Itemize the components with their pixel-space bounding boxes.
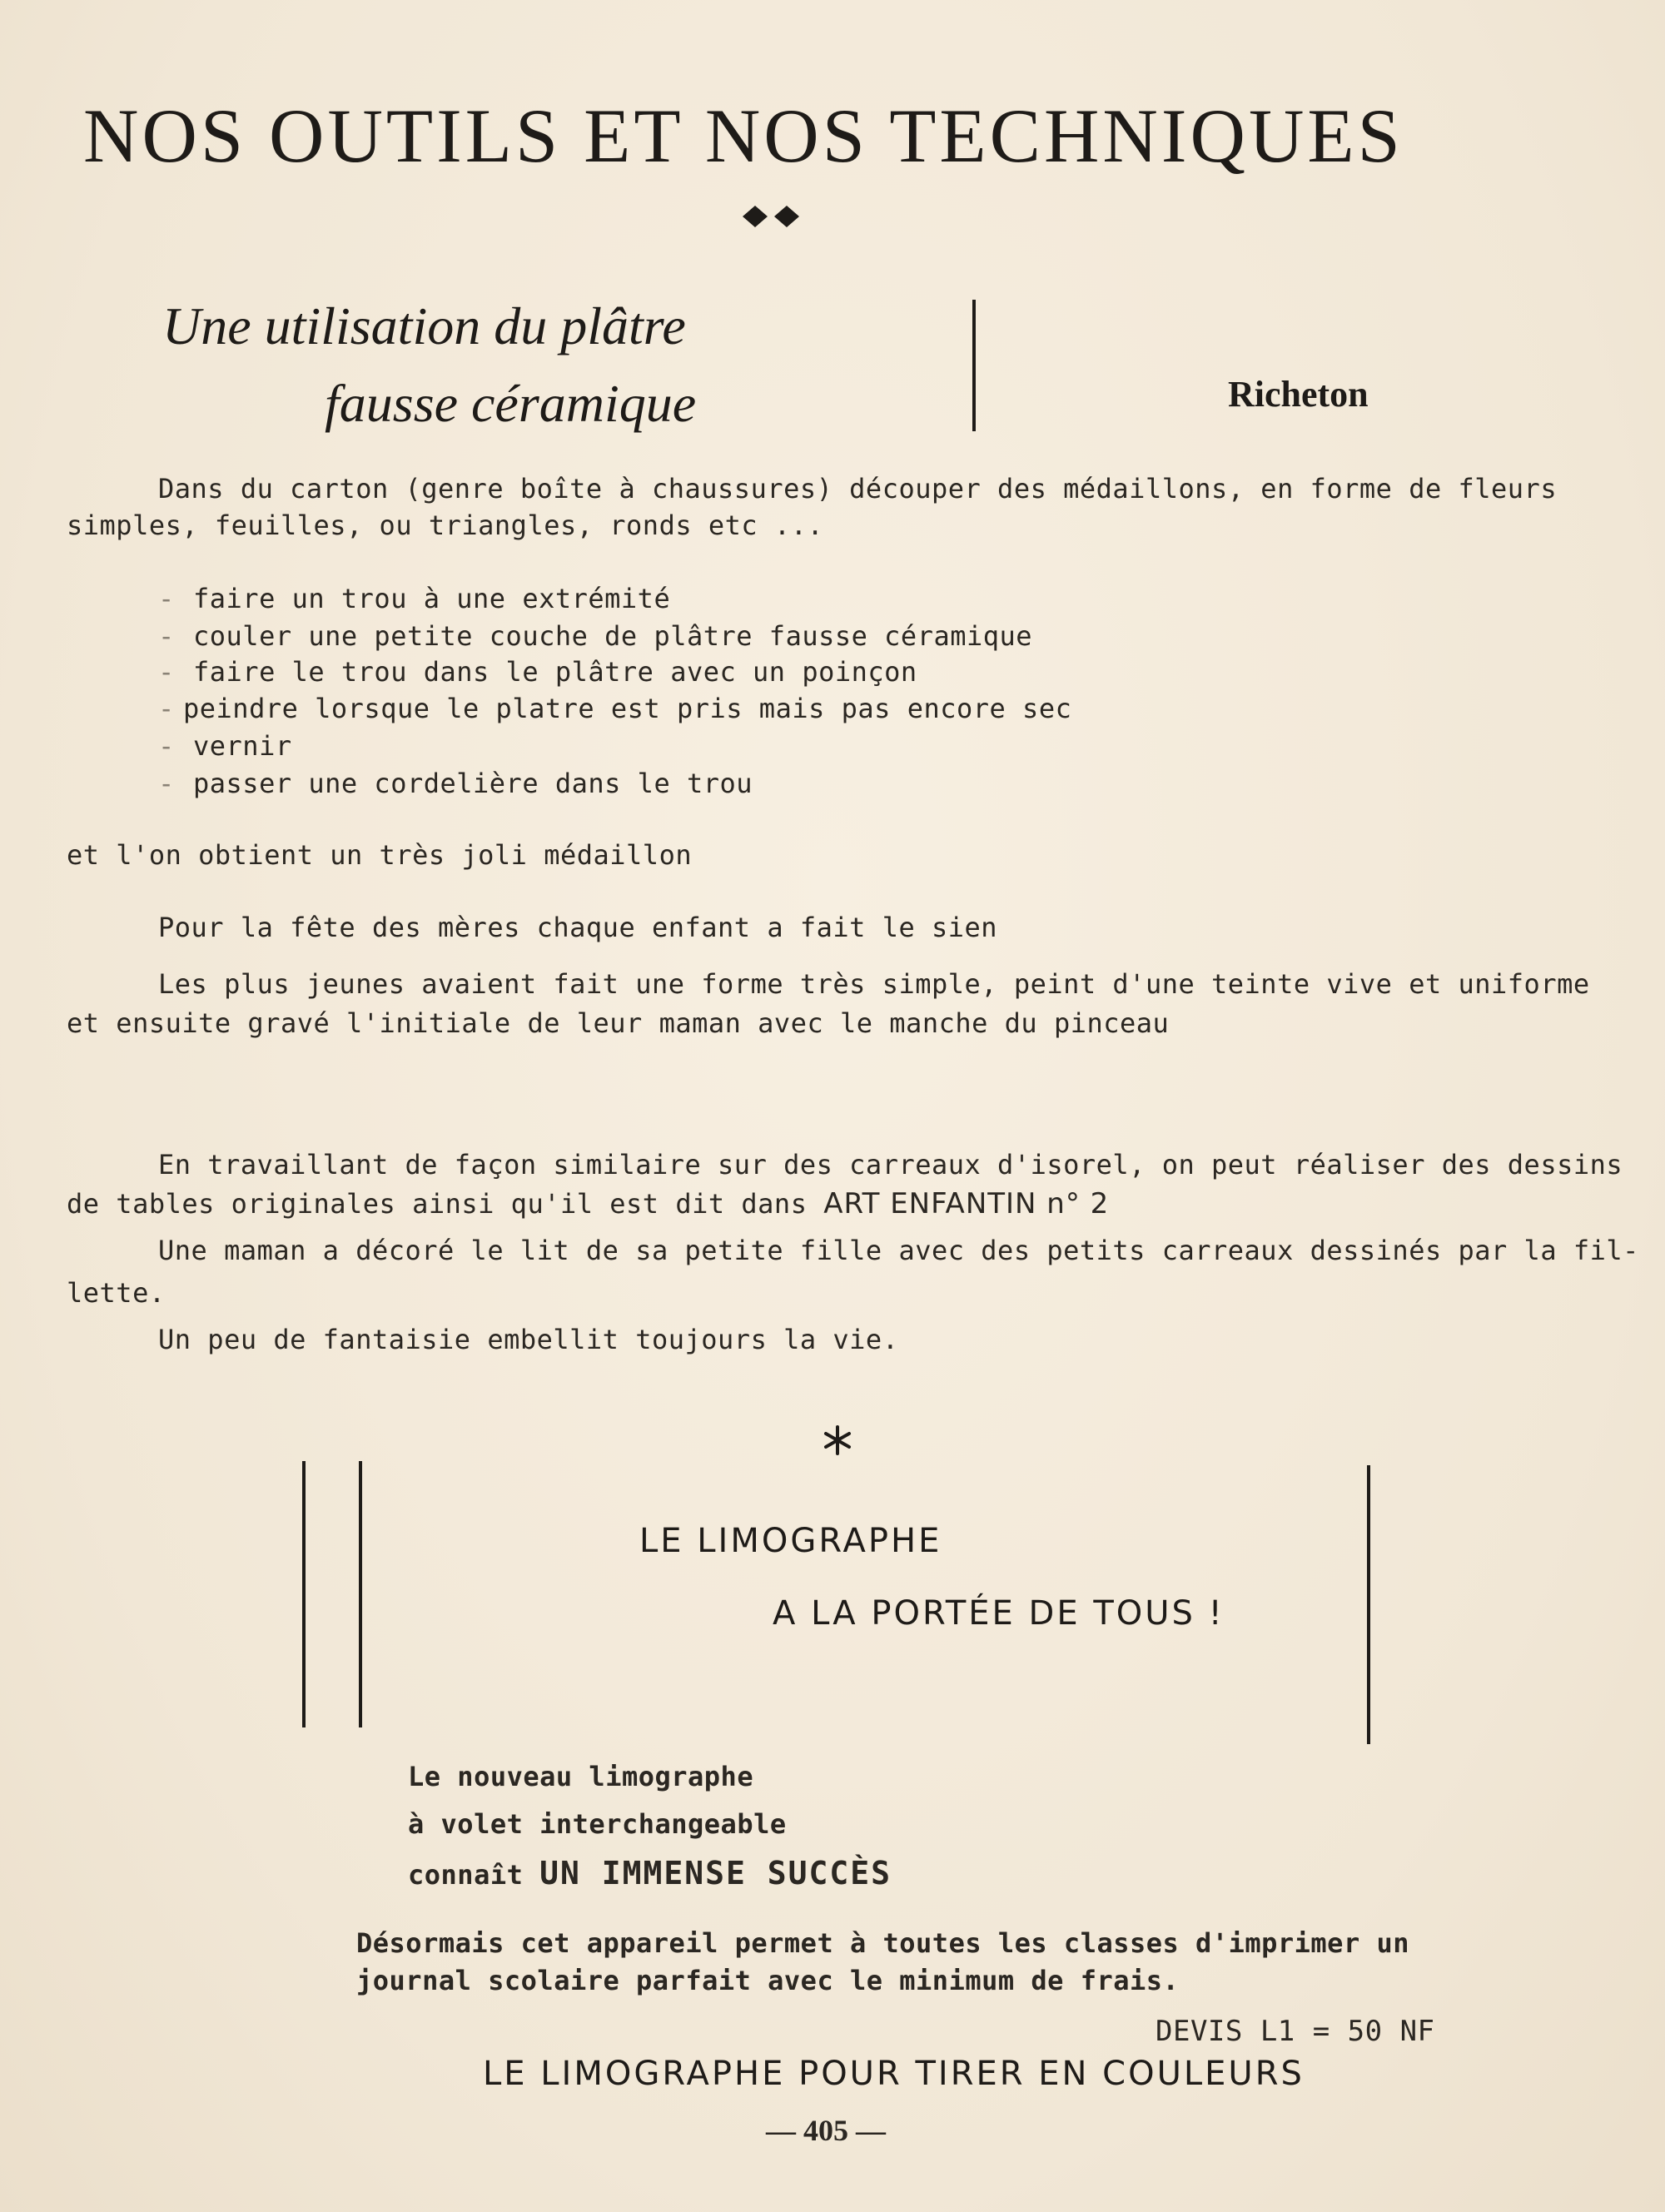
diamond-ornament-icon	[741, 204, 808, 229]
advert-body-line3: connaît UN IMMENSE SUCCÈS	[408, 1855, 892, 1891]
advert-left-rule-inner	[359, 1461, 362, 1727]
step-item: - faire un trou à une extrémité	[158, 583, 671, 614]
intro-line1: Dans du carton (genre boîte à chaussures) découper des médaillons, en forme de fleurs	[158, 473, 1558, 505]
mothers-day-paragraph: Pour la fête des mères chaque enfant a fait le sien	[158, 912, 998, 943]
bed-paragraph-line1: Une maman a décoré le lit de sa petite fille avec des petits carreaux dessinés par la fil-	[158, 1235, 1639, 1266]
article-subtitle-line2: fausse céramique	[325, 374, 697, 433]
list-dash: -	[158, 730, 175, 762]
advert-footer: LE LIMOGRAPHE POUR TIRER EN COULEURS	[483, 2055, 1305, 2093]
isorel-paragraph-line1: En travaillant de façon similaire sur des carreaux d'isorel, on peut réaliser des dessins	[158, 1149, 1623, 1181]
page-number: — 405 —	[766, 2114, 886, 2147]
title-divider	[972, 300, 976, 431]
advert-body-line1: Le nouveau limographe	[408, 1761, 754, 1792]
step-item: - vernir	[158, 730, 292, 762]
advert-body-line2: à volet interchangeable	[408, 1808, 787, 1840]
step-item: - peindre lorsque le platre est pris mais pas encore sec	[158, 693, 1072, 724]
list-dash: -	[158, 620, 175, 652]
fantasy-paragraph: Un peu de fantaisie embellit toujours la vie.	[158, 1324, 899, 1355]
bed-paragraph-line2: lette.	[67, 1277, 166, 1309]
immense-success-text: UN IMMENSE SUCCÈS	[539, 1855, 892, 1891]
advert-left-rule-outer	[302, 1461, 306, 1727]
isorel-paragraph-line2: de tables originales ainsi qu'il est dit dans ART ENFANTIN n° 2	[67, 1187, 1110, 1220]
list-dash: -	[158, 693, 175, 724]
advert-desc-line2: journal scolaire parfait avec le minimum de frais.	[356, 1965, 1180, 1996]
step-item: - couler une petite couche de plâtre fausse céramique	[158, 620, 1033, 652]
advert-desc-line1: Désormais cet appareil permet à toutes les classes d'imprimer un	[356, 1927, 1409, 1959]
intro-line2: simples, feuilles, ou triangles, ronds etc ...	[67, 510, 824, 541]
step-item: - passer une cordelière dans le trou	[158, 768, 753, 799]
advert-right-rule	[1367, 1465, 1370, 1744]
list-dash: -	[158, 656, 175, 688]
advert-headline-line2: A LA PORTÉE DE TOUS !	[773, 1594, 1225, 1633]
article-subtitle-line1: Une utilisation du plâtre	[162, 296, 686, 355]
young-paragraph-line1: Les plus jeunes avaient fait une forme très simple, peint d'une teinte vive et uniforme	[158, 968, 1590, 1000]
young-paragraph-line2: et ensuite gravé l'initiale de leur maman avec le manche du pinceau	[67, 1007, 1170, 1039]
asterisk-ornament-icon	[821, 1424, 854, 1457]
list-dash: -	[158, 768, 175, 799]
advert-headline-line1: LE LIMOGRAPHE	[639, 1522, 942, 1560]
list-dash: -	[158, 583, 175, 614]
page-title: NOS OUTILS ET NOS TECHNIQUES	[83, 93, 1404, 178]
result-line: et l'on obtient un très joli médaillon	[67, 839, 693, 871]
advert-price: DEVIS L1 = 50 NF	[1156, 2015, 1435, 2048]
article-author: Richeton	[1228, 374, 1369, 415]
art-enfantin-reference: ART ENFANTIN n° 2	[823, 1187, 1110, 1220]
step-item: - faire le trou dans le plâtre avec un poinçon	[158, 656, 917, 688]
